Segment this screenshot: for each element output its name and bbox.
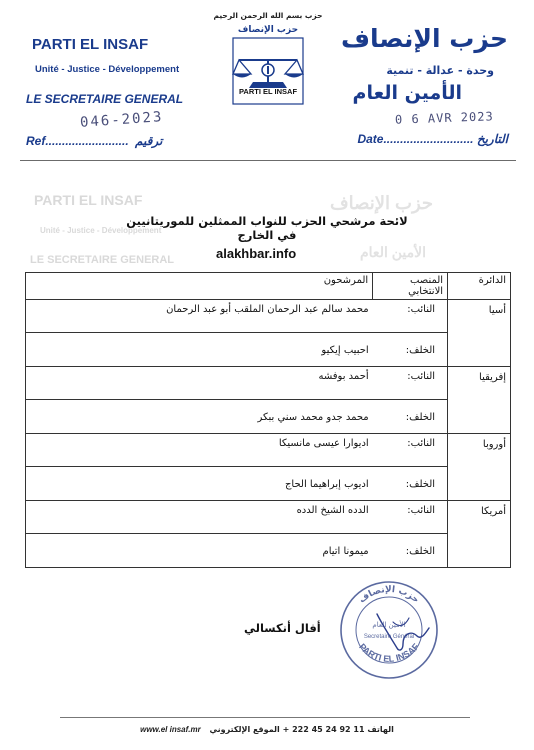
- district-cell: [448, 501, 511, 568]
- date-line: [357, 132, 508, 146]
- bleed-through-text: LE SECRETAIRE GENERAL: [30, 254, 175, 266]
- table-row: [26, 467, 511, 501]
- bleed-through-text: حزب الإنصاف: [330, 193, 434, 213]
- reference-label-ar: ترقيم: [135, 134, 163, 148]
- logo-text-ar: حزب الإنصاف: [237, 25, 299, 35]
- position-cell: [373, 300, 448, 333]
- deputy-label: النائب:: [407, 505, 436, 516]
- deputy-label: النائب:: [407, 304, 436, 315]
- district-name: أمريكا: [480, 506, 506, 517]
- signature-scribble: [373, 604, 433, 660]
- stamp-title-ar: الأمين العام: [372, 621, 406, 629]
- header-position: المنصب الانتخابي: [373, 273, 448, 300]
- signer-name: أفال أنكسالي: [244, 621, 321, 635]
- district-name: إفريقيا: [479, 372, 506, 383]
- candidate-cell: [26, 367, 373, 400]
- reference-number: 046-2023: [79, 109, 164, 131]
- alternate-name: اديوب إبراهيما الحاج: [284, 479, 369, 490]
- table-row: [26, 333, 511, 367]
- reference-label: Ref.: [26, 134, 49, 148]
- alternate-label: الخلف:: [405, 412, 436, 423]
- bleed-through-text: PARTI EL INSAF: [34, 192, 143, 208]
- secretary-general-title-ar: الأمين العام: [352, 82, 462, 104]
- stamp-ring-text: حزب الإنصاف: [357, 584, 421, 606]
- deputy-name: اديوارا عيسى مانسيكا: [278, 438, 369, 449]
- position-cell: [373, 400, 448, 434]
- position-cell: [373, 501, 448, 534]
- district-cell: [448, 434, 511, 501]
- bleed-through-text: الأمين العام: [360, 244, 426, 260]
- date-stamp: 0 6 AVR 2023: [394, 109, 494, 127]
- deputy-label: النائب:: [407, 371, 436, 382]
- handwritten-signature: [373, 604, 433, 660]
- bleed-through-text: Unité - Justice - Développement: [40, 226, 162, 235]
- candidate-cell: [26, 501, 373, 534]
- table-row: [26, 534, 511, 568]
- table-row: [26, 434, 511, 467]
- stamp-title-fr: Secretaire Général: [363, 634, 415, 640]
- table-row: [26, 300, 511, 333]
- alternate-label: الخلف:: [405, 546, 436, 557]
- document-title: لائحة مرشحي الحزب للنواب الممثلين للموريتانيين في الخارج: [126, 214, 408, 242]
- logo-text-fr: PARTI EL INSAF: [238, 87, 298, 96]
- position-cell: [373, 367, 448, 400]
- stamp-ring-party: PARTI EL INSAF: [357, 641, 421, 664]
- deputy-name: أحمد بوفشه: [318, 371, 369, 382]
- position-cell: [373, 434, 448, 467]
- party-motto-ar: وحدة - عدالة - تنمية: [386, 64, 494, 77]
- party-name-ar: حزب الإنصاف: [340, 24, 508, 53]
- footer-divider: [60, 717, 470, 718]
- position-cell: [373, 333, 448, 367]
- bismillah-header: حزب بسم الله الرحمن الرحيم: [213, 11, 323, 20]
- alternate-name: ميمونا اتيام: [322, 546, 369, 557]
- footer-website: www.el insaf.mr: [140, 725, 201, 734]
- district-cell: [448, 300, 511, 367]
- candidate-cell: [26, 434, 373, 467]
- secretary-general-title-fr: LE SECRETAIRE GENERAL: [26, 92, 184, 106]
- date-label-ar: التاريخ: [476, 132, 508, 146]
- position-cell: [373, 467, 448, 501]
- alternate-label: الخلف:: [405, 345, 436, 356]
- table-row: [26, 501, 511, 534]
- footer-phone: الهاتف 11 92 24 45 222 + الموقع الإلكتروني: [209, 725, 394, 734]
- table-row: [26, 400, 511, 434]
- table-header-row: [26, 273, 511, 300]
- alternate-name: محمد جدو محمد سني ببكر: [257, 412, 369, 423]
- candidates-table: [25, 272, 511, 568]
- district-name: أوروبا: [482, 439, 506, 450]
- party-motto-fr: Unité - Justice - Développement: [35, 64, 180, 75]
- header-divider: [20, 160, 516, 161]
- reference-line: [26, 134, 162, 148]
- party-name-fr: PARTI EL INSAF: [32, 36, 149, 53]
- candidate-cell: [26, 333, 373, 367]
- deputy-name: الدده الشيخ الدده: [296, 505, 369, 516]
- candidate-cell: [26, 300, 373, 333]
- district-cell: [448, 367, 511, 434]
- alternate-label: الخلف:: [405, 479, 436, 490]
- header-district: الدائرة: [448, 273, 511, 300]
- district-name: أسيا: [488, 305, 506, 316]
- deputy-name: محمد سالم عبد الرحمان الملقب أبو عبد الرحمان: [166, 304, 369, 315]
- source-watermark: alakhbar.info: [216, 246, 297, 261]
- candidate-cell: [26, 400, 373, 434]
- candidate-cell: [26, 467, 373, 501]
- candidate-cell: [26, 534, 373, 568]
- deputy-label: النائب:: [407, 438, 436, 449]
- date-dots: ...........................: [383, 132, 474, 146]
- table-row: [26, 367, 511, 400]
- alternate-name: احبيب إيكيو: [321, 345, 369, 356]
- position-cell: [373, 534, 448, 568]
- date-label: Date: [357, 132, 384, 146]
- footer-contact: [0, 725, 534, 734]
- header-candidates: المرشحون: [26, 273, 373, 300]
- reference-dots: ........................: [48, 134, 129, 148]
